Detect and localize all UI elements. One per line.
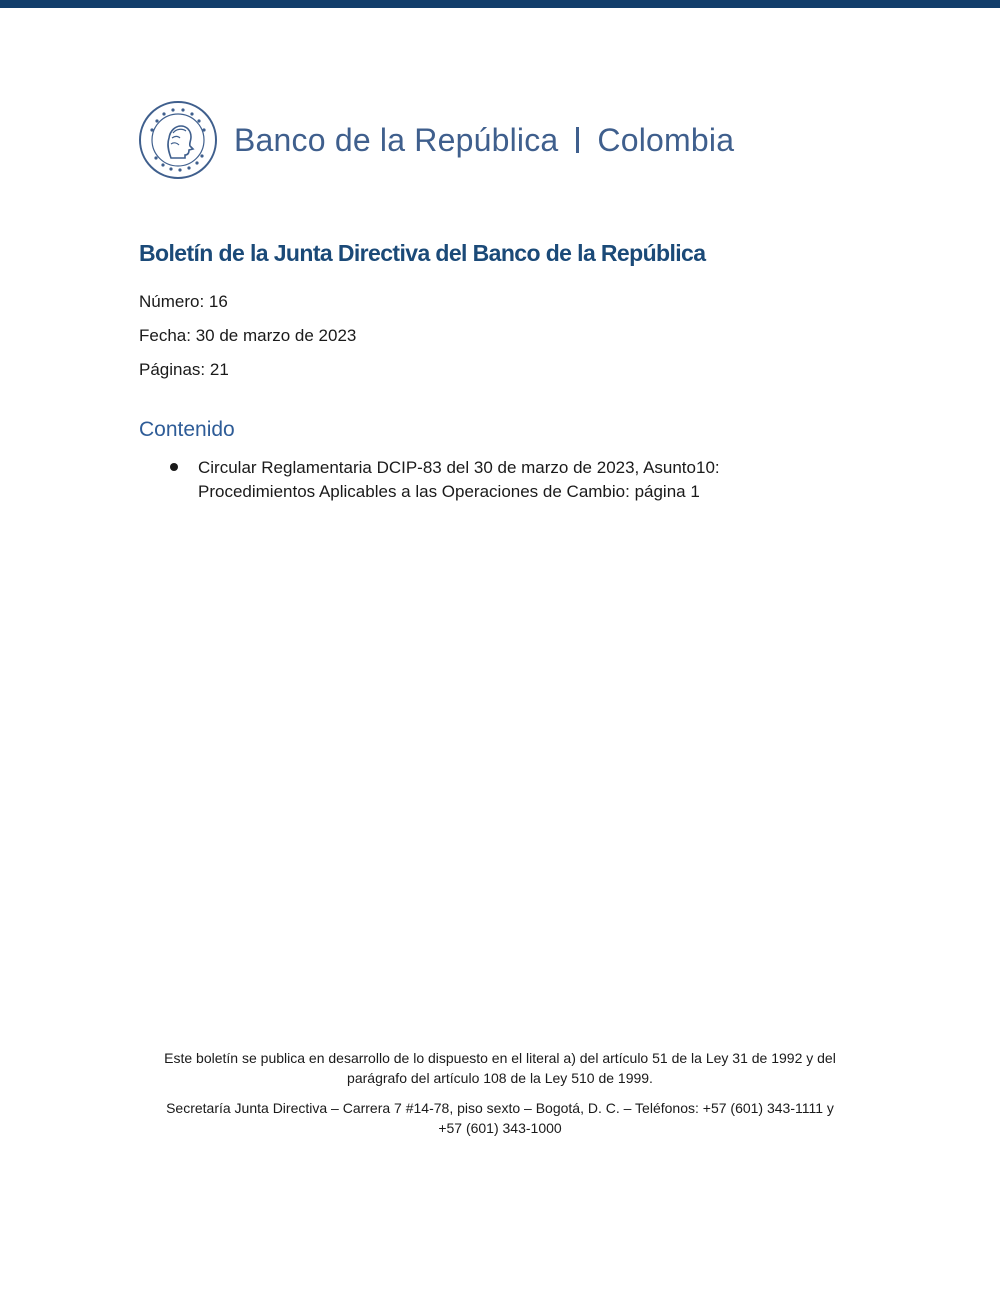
footer-legal-line2: parágrafo del artículo 108 de la Ley 510 de 1999. <box>347 1070 653 1086</box>
bulletin-pages: Páginas: 21 <box>139 360 229 379</box>
contents-heading: Contenido <box>139 418 235 441</box>
footer-address-line1: Secretaría Junta Directiva – Carrera 7 #14-78, piso sexto – Bogotá, D. C. – Teléfonos: +57 (601) 343-1111 y <box>166 1100 834 1116</box>
bulletin-date: Fecha: 30 de marzo de 2023 <box>139 326 357 345</box>
contents-list <box>168 456 808 504</box>
footer-contact <box>130 1098 870 1138</box>
footer-address-line2: +57 (601) 343-1000 <box>438 1120 562 1136</box>
bank-wordmark <box>234 122 734 159</box>
bank-logo <box>138 100 734 180</box>
footer-legal-line1: Este boletín se publica en desarrollo de lo dispuesto en el literal a) del artículo 51 de la Ley 31 de 1992 y del <box>164 1050 836 1066</box>
wordmark-bank-name: Banco de la República <box>234 121 559 158</box>
document-title: Boletín de la Junta Directiva del Banco de la República <box>139 240 706 266</box>
bulletin-number: Número: 16 <box>139 292 228 311</box>
contents-item[interactable] <box>168 456 808 504</box>
footer-legal-note <box>130 1048 870 1088</box>
top-accent-bar <box>0 0 1000 8</box>
banco-republica-seal-icon <box>138 100 218 180</box>
contents-item-line1: Circular Reglamentaria DCIP-83 del 30 de marzo de 2023, Asunto10: <box>198 458 720 477</box>
wordmark-country: Colombia <box>597 121 735 158</box>
contents-item-line2: Procedimientos Aplicables a las Operaciones de Cambio: página 1 <box>198 482 700 501</box>
wordmark-separator <box>576 127 579 153</box>
bullet-icon <box>170 463 178 471</box>
